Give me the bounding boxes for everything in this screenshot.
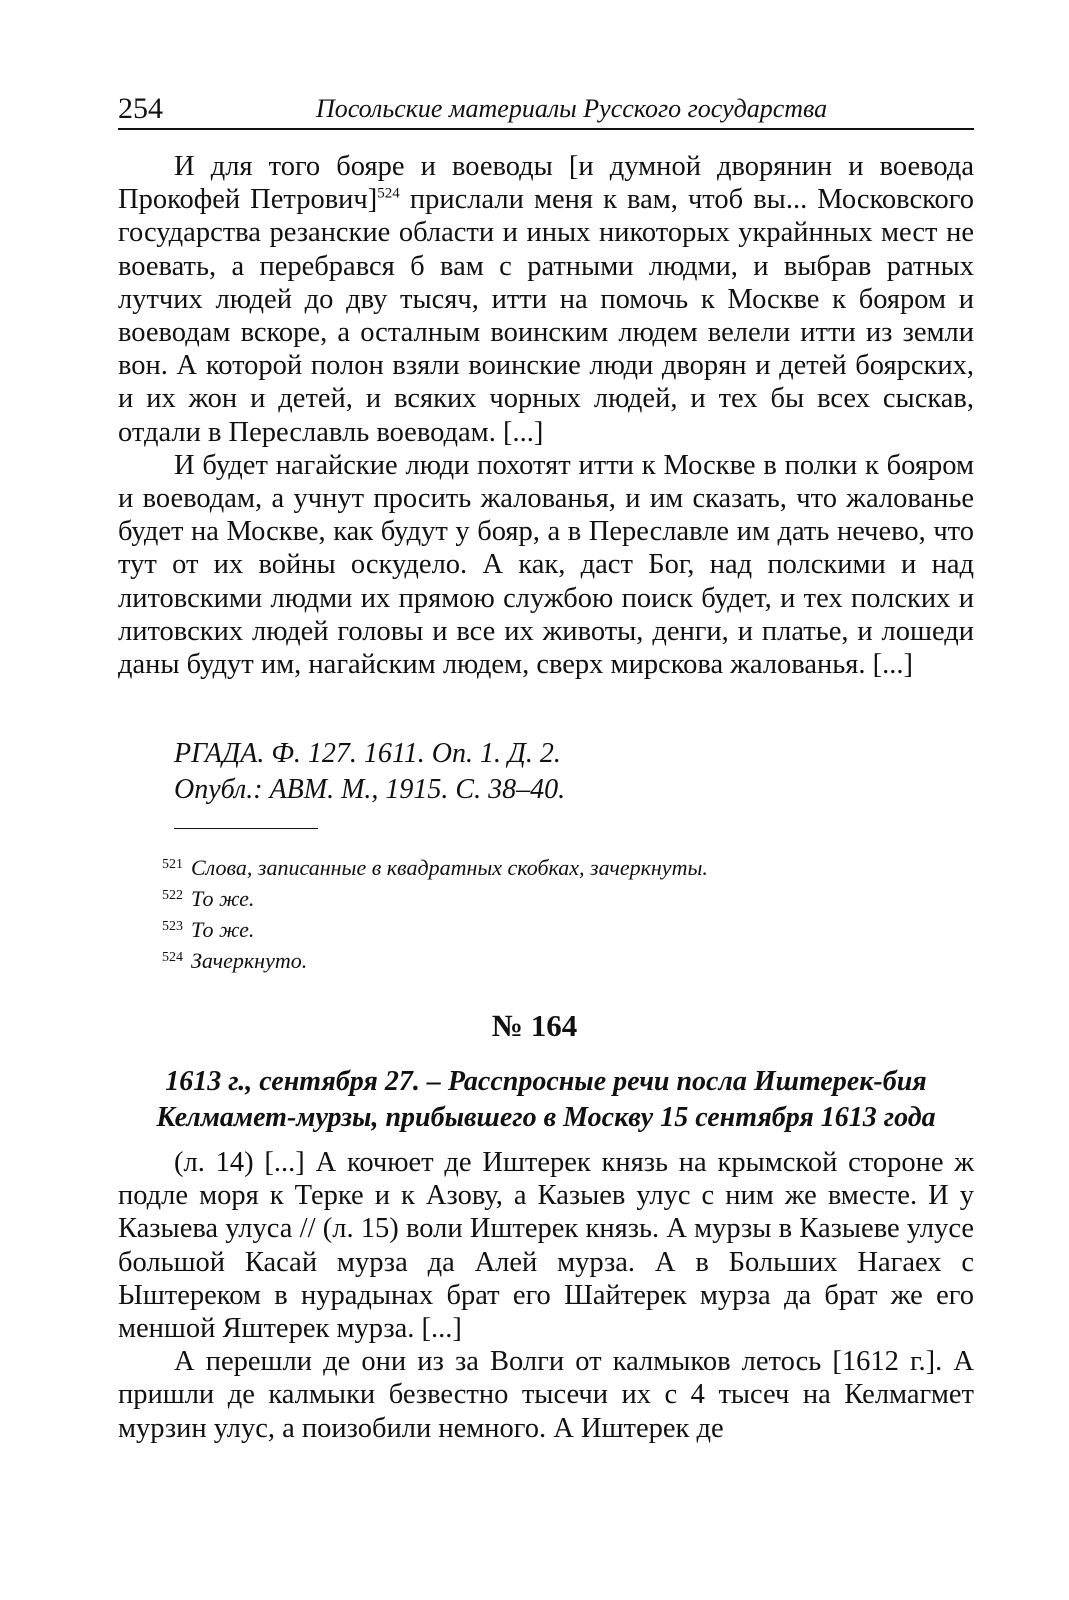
footnotes [162, 852, 708, 976]
paragraph-text: И для того бояре и воеводы [и думной дворянин и воевода Прокофей Петрович] [118, 151, 974, 216]
source-references [174, 736, 565, 808]
footnote-text: То же. [191, 917, 255, 942]
header-rule [118, 128, 974, 130]
previous-document-text [118, 150, 974, 681]
footnote-number: 523 [162, 919, 183, 934]
page-header [118, 92, 974, 128]
document-number: № 164 [491, 1008, 578, 1043]
footnote-number: 521 [162, 857, 183, 872]
document-164-text [118, 1146, 974, 1445]
footnote-marker: 524 [377, 185, 400, 202]
footnote-text: Зачеркнуто. [191, 948, 308, 973]
paragraph-text: прислали меня к вам, чтоб вы... Московского государства резанские области и иных никоторых украйнных мест не воевать, а перебрався б вам с ратными людми, и выбрав ратных лутчих людей до дву тысяч, итти на помочь к Москве к бояром и воеводам вскоре, а осталным воинским людем велели итти из земли вон. А которой полон взяли воинские люди дворян и детей боярских, и их жон и детей, и всяких чорных людей, и тех бы всех сыскав, отдали в Переславль воеводам. [...] [118, 184, 975, 448]
footnote [162, 945, 708, 976]
paragraph: (л. 14) [...] А кочюет де Иштерек князь на крымской стороне ж подле моря к Терке и к Азову, а Казыев улус с ним же вместе. И у Казыева улуса // (л. 15) воли Иштерек князь. А мурзы в Казыеве улусе большой Касай мурза да Алей мурза. А в Больших Нагаех с Ыштереком в нурадынах брат его Шайтерек мурза да брат же его меншой Яштерек мурза. [...] [118, 1147, 974, 1345]
footnote-text: То же. [191, 886, 255, 911]
paragraph: И будет нагайские люди похотят итти к Москве в полки к бояром и воеводам, а учнут просить жалованья, и им сказать, что жалованье будет на Москве, как будут у бояр, а в Переславле им дать нечево, что тут от их войны оскудело. А как, даст Бог, над полскими и над литовскими людми их прямою службою поиск будет, и тех полских и литовских людей головы и все их животы, денги, и платье, и лошеди даны будут им, нагайским людем, сверх мирскова жалованья. [...] [118, 449, 974, 681]
page-number: 254 [118, 92, 163, 125]
footnote [162, 914, 708, 945]
footnote-rule [174, 828, 318, 829]
running-head: Посольские материалы Русского государства [316, 94, 828, 123]
footnote-number: 524 [162, 950, 183, 965]
paragraph: А перешли де они из за Волги от калмыков летось [1612 г.]. А пришли де калмыки безвестно тысечи их с 4 тысеч на Келмагмет мурзин улус, а поизобили немного. А Иштерек де [118, 1346, 974, 1444]
footnote [162, 883, 708, 914]
paragraph [118, 150, 974, 449]
footnote-number: 522 [162, 888, 183, 903]
document-heading: 1613 г., сентября 27. – Расспросные речи посла Иштерек-бия Келмамет-мурзы, прибывшего в Москву 15 сентября 1613 года [156, 1066, 936, 1133]
footnote [162, 852, 708, 883]
publication-reference: Опубл.: АВМ. М., 1915. С. 38–40. [174, 774, 566, 805]
archive-reference: РГАДА. Ф. 127. 1611. Оп. 1. Д. 2. [174, 738, 561, 769]
footnote-text: Слова, записанные в квадратных скобках, зачеркнуты. [191, 855, 708, 880]
